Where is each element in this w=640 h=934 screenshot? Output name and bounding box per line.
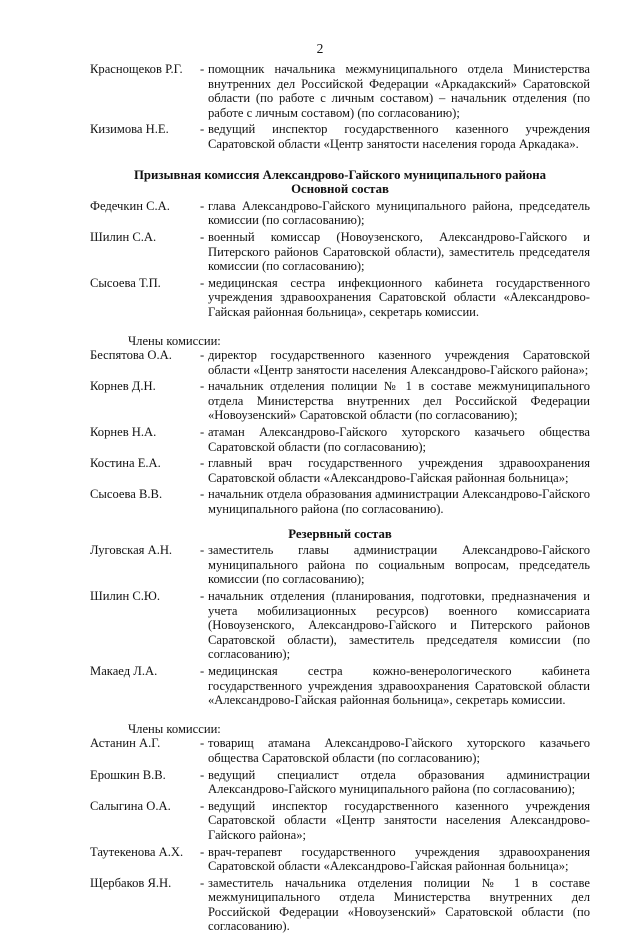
person-role: заместитель главы администрации Александрово-Гайского муниципального района по социальным вопросам, председатель комиссии (по согласованию);: [208, 543, 590, 587]
person-name: Корнев Н.А.: [90, 425, 157, 440]
person-name: Кизимова Н.Е.: [90, 122, 169, 137]
members-label: Члены комиссии:: [128, 333, 221, 348]
person-name: Шилин С.Ю.: [90, 589, 160, 603]
person-role: военный комиссар (Новоузенского, Александрово-Гайского и Питерского районов Саратовской области), заместитель председателя комиссии (по согласованию);: [208, 229, 590, 274]
person-name: Ерошкин В.В.: [90, 767, 166, 782]
person-name: Сысоева Т.П.: [90, 275, 161, 290]
dash: -: [200, 275, 205, 290]
person-role: медицинская сестра кожно-венерологического кабинета государственного учреждения здравоохранения Саратовской области «Александрово-Гайская районная больница», секретарь комиссии.: [208, 663, 590, 708]
person-entry: [90, 589, 590, 662]
person-entry: [90, 799, 590, 843]
dash: -: [200, 198, 205, 213]
person-role: начальник отделения полиции № 1 в составе межмуниципального отдела Министерства внутренних дел Российской Федерации «Новоузенский» Саратовской области (по согласованию);: [208, 379, 590, 423]
main-leaders: [90, 199, 590, 320]
dash: -: [200, 379, 205, 394]
dash: -: [200, 229, 205, 244]
dash: -: [200, 62, 205, 76]
person-name: Щербаков Я.Н.: [90, 875, 172, 890]
person-role: заместитель начальника отделения полиции № 1 в составе межмуниципального отдела Министерства внутренних дел Российской Федерации «Новоузенский» Саратовской области (по согласованию).: [208, 875, 590, 934]
person-entry: [90, 379, 590, 423]
dash: -: [200, 798, 205, 813]
person-name: Салыгина О.А.: [90, 798, 171, 813]
person-entry: [90, 487, 590, 516]
person-entry: [90, 122, 590, 151]
person-role: ведущий специалист отдела образования администрации Александрово-Гайского муниципального района (по согласованию);: [208, 767, 590, 797]
dash: -: [200, 736, 205, 751]
person-name: Луговская А.Н.: [90, 543, 173, 558]
person-entry: [90, 62, 590, 120]
reserve-leaders: [90, 543, 590, 708]
person-entry: [90, 768, 590, 797]
person-role: атаман Александрово-Гайского хуторского казачьего общества Саратовской области (по согласованию);: [208, 425, 590, 454]
dash: -: [200, 122, 205, 137]
person-entry: [90, 845, 590, 874]
person-entry: [90, 348, 590, 377]
main-composition-title: Основной состав: [291, 182, 389, 197]
person-role: медицинская сестра инфекционного кабинета государственного учреждения здравоохранения Саратовской области «Александрово-Гайская районная больница», секретарь комиссии.: [208, 275, 590, 319]
main-members: [90, 348, 590, 517]
person-entry: [90, 276, 590, 320]
dash: -: [200, 456, 205, 471]
dash: -: [200, 844, 205, 859]
reserve-members: [90, 736, 590, 934]
person-name: Таутекенова А.Х.: [90, 844, 184, 859]
commission-title: Призывная комиссия Александрово-Гайского муниципального района: [133, 167, 547, 182]
person-role: глава Александрово-Гайского муниципального района, председатель комиссии (по согласованию);: [208, 198, 590, 228]
dash: -: [200, 487, 205, 502]
person-name: Сысоева В.В.: [90, 487, 163, 502]
person-entry: [90, 199, 590, 228]
dash: -: [200, 663, 205, 678]
person-entry: [90, 456, 590, 485]
members-label: Члены комиссии:: [128, 721, 221, 736]
reserve-composition-title: Резервный состав: [288, 526, 392, 541]
person-entry: [90, 736, 590, 765]
person-role: ведущий инспектор государственного казенного учреждения Саратовской области «Центр занятости населения города Аркадака».: [208, 122, 590, 151]
person-role: помощник начальника межмуниципального отдела Министерства внутренних дел Российской Федерации «Аркадакский» Саратовской области (по работе с личным составом) – начальник отделения (по работе с личным составом) (по согласованию);: [208, 62, 590, 120]
person-entry: [90, 230, 590, 274]
dash: -: [200, 425, 205, 440]
person-role: товарищ атамана Александрово-Гайского хуторского казачьего общества Саратовской области (по согласованию);: [208, 736, 590, 765]
person-role: начальник отдела образования администрации Александрово-Гайского муниципального района (по согласованию).: [208, 487, 590, 517]
person-role: ведущий инспектор государственного казенного учреждения Саратовской области «Центр занятости населения Александрово-Гайского района»;: [208, 798, 590, 842]
person-name: Корнев Д.Н.: [90, 379, 156, 394]
person-role: врач-терапевт государственного учреждения здравоохранения Саратовской области «Александрово-Гайская районная больница»;: [208, 844, 590, 874]
dash: -: [200, 543, 205, 558]
person-name: Костина Е.А.: [90, 456, 161, 471]
dash: -: [200, 589, 205, 603]
person-entry: [90, 664, 590, 708]
person-role: начальник отделения (планирования, подготовки, предназначения и учета мобилизационных ресурсов) военного комиссариата (Новоузенского, Александрово-Гайского и Питерского районов Саратовской области), заместитель председателя комиссии (по согласованию);: [208, 589, 590, 662]
person-role: главный врач государственного учреждения здравоохранения Саратовской области «Александрово-Гайская районная больница»;: [208, 456, 590, 485]
dash: -: [200, 767, 205, 782]
page-number: 2: [316, 41, 324, 56]
dash: -: [200, 875, 205, 890]
person-entry: [90, 543, 590, 587]
person-name: Астанин А.Г.: [90, 736, 161, 751]
person-name: Макаед Л.А.: [90, 663, 158, 678]
person-entry: [90, 425, 590, 454]
dash: -: [200, 348, 205, 363]
person-name: Беспятова О.А.: [90, 348, 172, 363]
top-block: [90, 62, 590, 152]
person-name: Федечкин С.А.: [90, 198, 170, 213]
document-body: [90, 62, 590, 934]
person-role: директор государственного казенного учреждения Саратовской области «Центр занятости населения Александрово-Гайского района»;: [208, 348, 590, 377]
person-name: Шилин С.А.: [90, 229, 157, 244]
person-name: Краснощеков Р.Г.: [90, 62, 183, 76]
